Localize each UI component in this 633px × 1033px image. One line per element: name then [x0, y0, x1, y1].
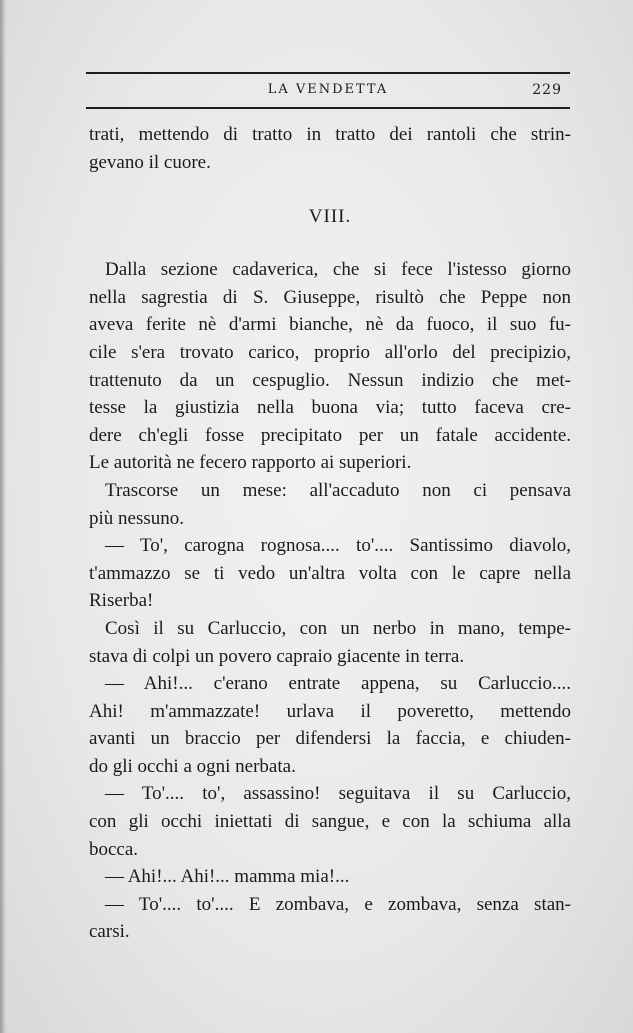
text-line: avanti un braccio per difendersi la faccia, e chiuden- — [89, 728, 571, 750]
text-line: Dalla sezione cadaverica, che si fece l'istesso giorno — [105, 259, 571, 281]
text-line: carsi. — [89, 921, 130, 943]
text-line: t'ammazzo se ti vedo un'altra volta con le capre nella — [89, 562, 571, 584]
text-line: Le autorità ne fecero rapporto ai superiori. — [89, 452, 412, 474]
text-line: tesse la giustizia nella buona via; tutto faceva cre- — [89, 397, 571, 419]
text-line: Ahi! m'ammazzate! urlava il poveretto, mettendo — [89, 700, 571, 722]
text-line: aveva ferite nè d'armi bianche, nè da fuoco, il suo fu- — [89, 314, 571, 336]
text-line: — To'.... to', assassino! seguitava il su Carluccio, — [105, 783, 571, 805]
text-line: dere ch'egli fosse precipitato per un fatale accidente. — [89, 424, 571, 446]
text-line: — To'.... to'.... E zombava, e zombava, senza stan- — [105, 893, 571, 915]
header-rule-bottom — [86, 107, 570, 109]
text-line: nella sagrestia di S. Giuseppe, risultò che Peppe non — [89, 286, 571, 308]
text-line: più nessuno. — [89, 507, 184, 529]
page-number: 229 — [532, 82, 562, 98]
text-line: trati, mettendo di tratto in tratto dei rantoli che strin- — [89, 124, 571, 145]
page-binding-edge — [0, 0, 6, 1033]
text-line: — Ahi!... Ahi!... mamma mia!... — [105, 866, 350, 888]
chapter-heading: VIII. — [308, 206, 352, 228]
body-text — [89, 121, 571, 946]
text-line: — To', carogna rognosa.... to'.... Santissimo diavolo, — [105, 535, 571, 557]
text-line: Trascorse un mese: all'accaduto non ci pensava — [105, 479, 571, 501]
text-line: bocca. — [89, 838, 139, 860]
text-line: trattenuto da un cespuglio. Nessun indizio che met- — [89, 369, 571, 391]
text-line: stava di colpi un povero capraio giacente in terra. — [89, 645, 465, 667]
running-head — [86, 82, 570, 104]
text-line: Così il su Carluccio, con un nerbo in mano, tempe- — [105, 617, 571, 639]
text-line: do gli occhi a ogni nerbata. — [89, 755, 296, 777]
header-rule-top — [86, 72, 570, 74]
text-line: cile s'era trovato carico, proprio all'orlo del precipizio, — [89, 341, 571, 363]
text-line: — Ahi!... c'erano entrate appena, su Carluccio.... — [105, 673, 571, 695]
text-line: Riserba! — [89, 590, 154, 612]
running-title: LA VENDETTA — [267, 82, 389, 97]
text-line: gevano il cuore. — [89, 151, 211, 173]
text-line: con gli occhi iniettati di sangue, e con la schiuma alla — [89, 811, 571, 833]
